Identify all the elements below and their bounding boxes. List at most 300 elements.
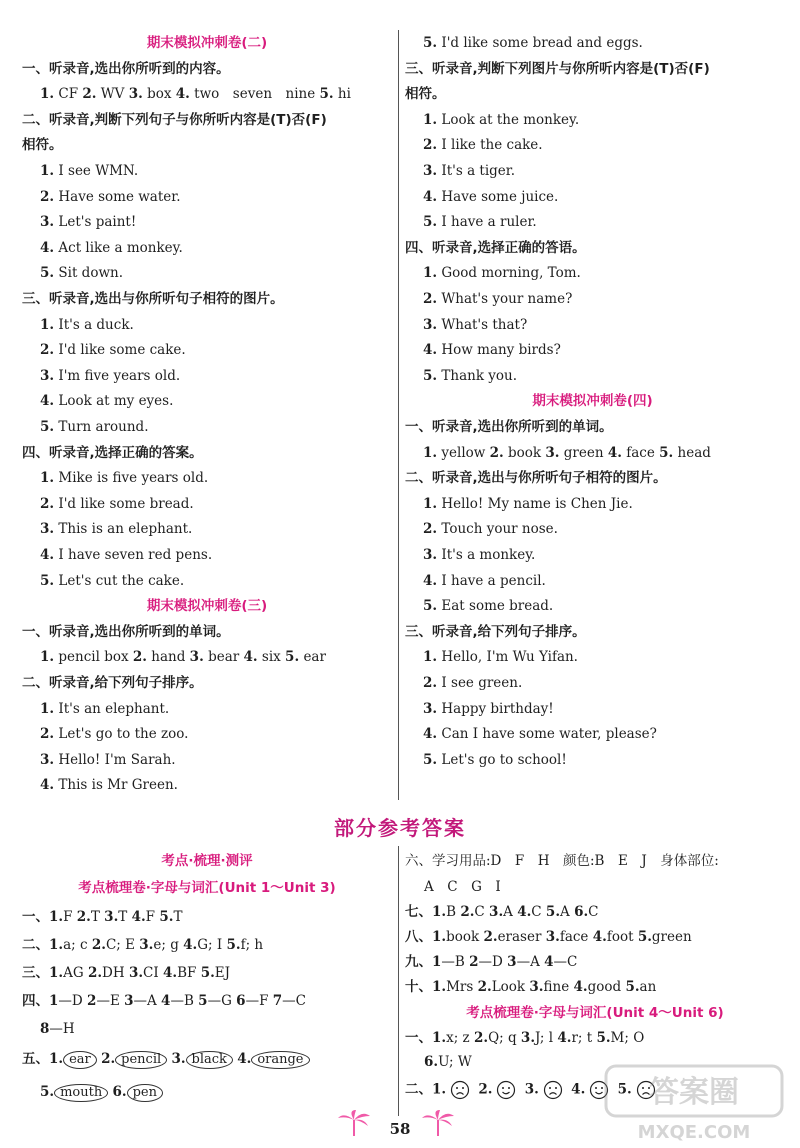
item-number: 4. bbox=[40, 547, 55, 563]
answer-prefix: 七、 bbox=[405, 904, 432, 920]
text-line bbox=[22, 136, 63, 154]
item-number: 5. bbox=[226, 937, 241, 953]
item-answer: F bbox=[145, 909, 156, 925]
item-number: 3. bbox=[520, 1030, 536, 1046]
item-number: 3. bbox=[189, 649, 204, 666]
item-text: Eat some bread. bbox=[441, 598, 554, 615]
item-text: Thank you. bbox=[441, 367, 518, 384]
item-answer: yellow bbox=[441, 444, 486, 461]
item-number: 2. bbox=[423, 137, 438, 154]
item-number: 5. bbox=[625, 979, 640, 995]
text-line bbox=[423, 648, 578, 666]
text-line bbox=[40, 239, 183, 257]
item-number: 3. bbox=[489, 904, 504, 920]
item-answer: green bbox=[563, 444, 604, 461]
circled-word: pen bbox=[127, 1084, 163, 1102]
item-answer: Look bbox=[491, 979, 526, 995]
item-number: 5. bbox=[659, 444, 674, 461]
item-number: 1. bbox=[49, 937, 64, 953]
item-number: 4. bbox=[131, 909, 146, 925]
item-number: 4. bbox=[607, 444, 622, 461]
item-number: 4. bbox=[517, 904, 532, 920]
item-number: 5. bbox=[423, 35, 438, 51]
item-number: 1. bbox=[432, 1030, 447, 1046]
item-answer: —D bbox=[478, 954, 503, 970]
answer-row bbox=[40, 1020, 75, 1038]
item-answer: C bbox=[474, 904, 485, 920]
text-line bbox=[405, 392, 780, 410]
item-answer: —G bbox=[207, 993, 232, 1009]
section-heading: 二、听录音,给下列句子排序。 bbox=[22, 675, 203, 691]
item-answer: —A bbox=[516, 954, 540, 970]
item-number: 5. bbox=[596, 1030, 611, 1046]
item-text: Hello! I'm Sarah. bbox=[58, 751, 176, 768]
item-number: 4. bbox=[40, 393, 55, 410]
item-number: 8 bbox=[40, 1021, 50, 1037]
text-line bbox=[40, 213, 136, 231]
circled-word: pencil bbox=[115, 1051, 167, 1069]
exam-title: 考点梳理卷·字母与词汇(Unit 1～Unit 3) bbox=[78, 880, 336, 896]
item-text: I'd like some cake. bbox=[58, 342, 186, 359]
answer-prefix: 三、 bbox=[22, 965, 49, 981]
text-line bbox=[22, 34, 392, 52]
item-number: 5. bbox=[159, 909, 174, 925]
item-answer: face bbox=[559, 929, 589, 945]
item-text: What's your name? bbox=[441, 291, 573, 307]
text-line bbox=[40, 367, 180, 385]
item-text: Touch your nose. bbox=[441, 521, 558, 538]
item-text: Let's go to the zoo. bbox=[58, 726, 189, 743]
text-line bbox=[40, 776, 178, 794]
item-number: 4. bbox=[573, 979, 588, 995]
text-line bbox=[22, 111, 327, 129]
item-number: 3. bbox=[423, 163, 438, 179]
item-number: 7 bbox=[272, 993, 283, 1009]
text-line bbox=[40, 188, 181, 206]
item-answer: foot bbox=[606, 929, 634, 945]
item-text: It's a duck. bbox=[58, 316, 134, 333]
item-number: 1. bbox=[40, 700, 55, 717]
item-number: 3. bbox=[529, 979, 544, 995]
item-number: 3. bbox=[545, 444, 560, 461]
text-line bbox=[423, 316, 527, 334]
sad-face-icon bbox=[450, 1080, 470, 1100]
answer-row bbox=[405, 978, 656, 996]
item-answer: —C bbox=[553, 954, 578, 970]
item-answer: e; g bbox=[153, 937, 179, 953]
text-line bbox=[22, 674, 203, 692]
item-text: I see green. bbox=[441, 675, 523, 691]
item-answer: T bbox=[90, 909, 100, 925]
text-line bbox=[40, 725, 188, 743]
item-text: I'd like some bread and eggs. bbox=[441, 35, 643, 51]
text-line bbox=[423, 367, 517, 385]
section-heading: 四、听录音,选择正确的答语。 bbox=[405, 239, 586, 256]
item-text: Hello! My name is Chen Jie. bbox=[441, 495, 633, 512]
item-number: 3. bbox=[104, 909, 119, 925]
item-number: 1. bbox=[423, 111, 438, 128]
item-number: 3. bbox=[40, 367, 55, 384]
item-number: 2. bbox=[473, 1030, 489, 1046]
sad-face-icon bbox=[543, 1080, 563, 1100]
text-line bbox=[40, 264, 123, 282]
item-answer: ear bbox=[303, 649, 326, 666]
item-number: 2 bbox=[87, 993, 97, 1009]
item-number: 5. bbox=[319, 86, 334, 103]
text-line bbox=[405, 85, 446, 103]
item-number: 6. bbox=[424, 1054, 439, 1070]
item-number: 2. bbox=[76, 909, 91, 925]
exam-title: 考点梳理卷·字母与词汇(Unit 4～Unit 6) bbox=[466, 1005, 724, 1021]
watermark-logo bbox=[600, 1060, 790, 1144]
item-answer: a; c bbox=[63, 937, 88, 953]
item-number: 5. bbox=[617, 1081, 632, 1098]
text-line bbox=[423, 188, 558, 206]
exam-title: 考点·梳理·测评 bbox=[161, 853, 253, 869]
circled-word: mouth bbox=[54, 1084, 108, 1102]
item-answer: —F bbox=[245, 993, 269, 1009]
item-number: 1. bbox=[423, 444, 438, 461]
item-number: 4. bbox=[423, 188, 438, 205]
item-number: 4. bbox=[237, 1051, 252, 1067]
svg-text:答案圈: 答案圈 bbox=[649, 1075, 739, 1110]
item-text: I see WMN. bbox=[58, 163, 139, 179]
item-number: 2. bbox=[40, 342, 55, 359]
answer-row bbox=[22, 936, 263, 954]
item-answer: r; t bbox=[571, 1030, 593, 1046]
item-number: 1. bbox=[432, 929, 447, 945]
item-number: 3. bbox=[171, 1051, 186, 1067]
item-number: 3 bbox=[124, 993, 134, 1009]
item-number: 5. bbox=[285, 649, 300, 666]
item-number: 2. bbox=[477, 979, 492, 995]
item-answer: pencil box bbox=[58, 649, 129, 666]
text-line bbox=[423, 111, 579, 129]
item-text: Happy birthday! bbox=[441, 700, 554, 717]
item-number: 1. bbox=[423, 649, 438, 666]
item-answer: BF bbox=[177, 965, 197, 981]
item-number: 1. bbox=[432, 904, 447, 920]
item-number: 5. bbox=[423, 751, 438, 768]
item-answer: —A bbox=[133, 993, 157, 1009]
item-text: I have a pencil. bbox=[441, 572, 546, 589]
item-number: 1. bbox=[40, 86, 55, 103]
section-heading: 相符。 bbox=[22, 137, 63, 154]
item-number: 1. bbox=[40, 163, 55, 179]
text-line bbox=[40, 316, 134, 334]
section-heading: 一、听录音,选出你所听到的单词。 bbox=[22, 623, 230, 640]
section-heading: 一、听录音,选出你所听到的单词。 bbox=[405, 419, 613, 435]
item-answer: an bbox=[639, 979, 657, 995]
item-answer: eraser bbox=[497, 929, 542, 945]
text-line bbox=[405, 239, 586, 257]
item-number: 4. bbox=[423, 572, 438, 589]
item-number: 3. bbox=[423, 547, 438, 563]
answer-row bbox=[22, 964, 230, 982]
happy-face-icon bbox=[496, 1080, 516, 1100]
text-line bbox=[423, 213, 537, 231]
item-number: 2. bbox=[423, 675, 438, 691]
item-text: What's that? bbox=[441, 316, 528, 333]
item-answer: G; I bbox=[197, 937, 223, 953]
text-line bbox=[423, 674, 522, 692]
item-text: Let's go to school! bbox=[441, 751, 567, 768]
text-line bbox=[22, 444, 203, 462]
item-text: I like the cake. bbox=[441, 137, 543, 154]
item-answer: WV bbox=[100, 86, 125, 103]
item-text: I have seven red pens. bbox=[58, 547, 213, 563]
text-line bbox=[423, 495, 633, 513]
text-line bbox=[423, 136, 543, 154]
text-line bbox=[40, 495, 194, 513]
item-number: 1. bbox=[432, 1081, 447, 1098]
section-heading: 相符。 bbox=[405, 86, 446, 103]
exam-title: 期末模拟冲刺卷(四) bbox=[532, 393, 653, 410]
text-line bbox=[423, 700, 554, 718]
item-text: Good morning, Tom. bbox=[441, 265, 581, 282]
answer-text: A C G I bbox=[424, 879, 501, 895]
text-line bbox=[22, 623, 230, 641]
answer-row bbox=[40, 1083, 163, 1102]
item-number: 1. bbox=[40, 649, 55, 666]
item-text: This is an elephant. bbox=[58, 521, 193, 538]
item-number: 3. bbox=[40, 521, 55, 538]
answer-prefix: 二、 bbox=[405, 1081, 432, 1098]
item-answer: two seven nine bbox=[194, 86, 316, 103]
text-line bbox=[40, 162, 138, 180]
svg-text:MXQE.COM: MXQE.COM bbox=[637, 1122, 751, 1143]
item-number: 4. bbox=[163, 965, 178, 981]
item-answer: face bbox=[626, 444, 655, 461]
item-number: 3. bbox=[128, 965, 144, 981]
item-number: 5. bbox=[423, 367, 438, 384]
item-number: 1. bbox=[40, 470, 55, 487]
item-number: 2. bbox=[101, 1051, 116, 1067]
answer-text: 六、学习用品:D F H 颜色:B E J 身体部位: bbox=[405, 853, 719, 869]
item-answer: —B bbox=[441, 954, 465, 970]
item-text: Look at my eyes. bbox=[58, 393, 174, 410]
item-answer: —H bbox=[49, 1021, 75, 1037]
item-number: 2. bbox=[87, 965, 103, 981]
item-number: 5. bbox=[40, 265, 55, 282]
item-text: Look at the monkey. bbox=[441, 111, 580, 128]
item-number: 1. bbox=[49, 909, 64, 925]
item-number: 1. bbox=[40, 316, 55, 333]
circled-word: black bbox=[186, 1051, 233, 1069]
answer-row bbox=[405, 928, 692, 946]
item-answer: x; z bbox=[446, 1030, 470, 1046]
item-number: 2 bbox=[469, 954, 479, 970]
item-answer: AG bbox=[63, 965, 84, 981]
page-number: 58 bbox=[389, 1120, 411, 1138]
circled-word: orange bbox=[251, 1051, 309, 1069]
item-answer: fine bbox=[543, 979, 570, 995]
section-banner: 部分参考答案 bbox=[334, 816, 466, 840]
item-answer: bear bbox=[208, 649, 240, 666]
item-number: 2. bbox=[460, 904, 475, 920]
exam-title: 期末模拟冲刺卷(二) bbox=[146, 35, 268, 51]
item-number: 4. bbox=[592, 929, 607, 945]
item-number: 2. bbox=[478, 1081, 493, 1098]
answer-row bbox=[22, 908, 182, 926]
section-heading: 一、听录音,选出你所听到的内容。 bbox=[22, 60, 230, 77]
item-number: 2. bbox=[82, 86, 97, 103]
item-number: 5 bbox=[198, 993, 208, 1009]
text-line bbox=[40, 546, 212, 564]
answer-prefix: 五、 bbox=[22, 1051, 49, 1067]
text-line bbox=[423, 290, 572, 308]
item-text: Mike is five years old. bbox=[58, 470, 209, 487]
text-line bbox=[423, 520, 558, 538]
item-text: Can I have some water, please? bbox=[441, 726, 657, 743]
text-line bbox=[40, 751, 176, 769]
item-number: 5. bbox=[637, 929, 652, 945]
item-number: 5. bbox=[545, 904, 561, 920]
item-answer: C; E bbox=[105, 937, 135, 953]
item-text: Have some juice. bbox=[441, 188, 559, 205]
item-number: 4. bbox=[557, 1030, 572, 1046]
item-number: 5. bbox=[40, 572, 55, 589]
item-text: Sit down. bbox=[58, 265, 123, 282]
item-number: 6 bbox=[236, 993, 246, 1009]
item-number: 3. bbox=[128, 86, 143, 103]
text-line bbox=[22, 597, 392, 615]
section-heading: 三、听录音,判断下列图片与你所听内容是(T)否(F) bbox=[405, 60, 710, 77]
text-line bbox=[405, 60, 710, 78]
item-text: Act like a monkey. bbox=[58, 239, 183, 256]
section-heading: 三、听录音,选出与你所听句子相符的图片。 bbox=[22, 291, 284, 307]
item-number: 2. bbox=[132, 649, 147, 666]
item-answer: hand bbox=[151, 649, 186, 666]
section-heading: 三、听录音,给下列句子排序。 bbox=[405, 623, 586, 640]
text-line bbox=[405, 469, 667, 487]
text-line bbox=[22, 290, 284, 308]
item-number: 5. bbox=[423, 598, 438, 615]
item-number: 2. bbox=[483, 929, 498, 945]
item-text: This is Mr Green. bbox=[58, 777, 178, 794]
section-heading: 二、听录音,判断下列句子与你所听内容是(T)否(F) bbox=[22, 111, 327, 128]
text-line bbox=[423, 264, 581, 282]
text-line bbox=[40, 85, 351, 103]
answer-prefix: 八、 bbox=[405, 929, 432, 945]
item-number: 5. bbox=[423, 214, 438, 231]
item-number: 4. bbox=[571, 1081, 586, 1098]
item-answer: good bbox=[587, 979, 622, 995]
item-number: 3. bbox=[40, 214, 55, 231]
text-line bbox=[423, 546, 535, 564]
item-answer: box bbox=[147, 86, 172, 103]
item-text: It's a tiger. bbox=[441, 163, 516, 179]
item-text: It's an elephant. bbox=[58, 700, 170, 717]
text-line bbox=[40, 392, 173, 410]
item-number: 3 bbox=[507, 954, 517, 970]
text-line bbox=[40, 418, 148, 436]
text-line bbox=[423, 444, 711, 462]
answer-prefix: 十、 bbox=[405, 979, 432, 995]
item-text: Turn around. bbox=[58, 419, 149, 435]
text-line bbox=[40, 341, 186, 359]
answer-row bbox=[22, 992, 306, 1010]
item-text: I'd like some bread. bbox=[58, 495, 194, 512]
item-number: 4. bbox=[40, 239, 55, 256]
item-text: I'm five years old. bbox=[58, 367, 181, 384]
item-answer: C bbox=[531, 904, 542, 920]
item-number: 5. bbox=[200, 965, 215, 981]
item-number: 6. bbox=[112, 1084, 127, 1100]
item-text: Have some water. bbox=[58, 188, 181, 205]
item-number: 1. bbox=[49, 1051, 64, 1067]
answer-prefix: 九、 bbox=[405, 954, 432, 970]
text-line bbox=[423, 751, 567, 769]
item-answer: —E bbox=[96, 993, 120, 1009]
item-answer: A bbox=[560, 904, 570, 920]
item-number: 6. bbox=[574, 904, 589, 920]
item-answer: F bbox=[63, 909, 73, 925]
item-answer: Q; q bbox=[488, 1030, 517, 1046]
item-answer: book bbox=[446, 929, 480, 945]
item-answer: EJ bbox=[214, 965, 231, 981]
item-number: 4. bbox=[175, 86, 190, 103]
item-answer: Mrs bbox=[446, 979, 474, 995]
text-line bbox=[405, 623, 586, 641]
text-line bbox=[40, 572, 184, 590]
answer-row bbox=[405, 1029, 644, 1047]
item-answer: B bbox=[446, 904, 457, 920]
item-number: 2. bbox=[489, 444, 504, 461]
item-answer: T bbox=[118, 909, 128, 925]
item-number: 4. bbox=[243, 649, 258, 666]
answer-prefix: 四、 bbox=[22, 993, 49, 1009]
item-number: 4 bbox=[161, 993, 171, 1009]
item-answer: green bbox=[651, 929, 692, 945]
text-line bbox=[423, 597, 553, 615]
item-text: Let's cut the cake. bbox=[58, 572, 185, 589]
answers-column-divider bbox=[398, 846, 399, 1116]
item-answer: six bbox=[261, 649, 281, 666]
item-number: 2. bbox=[423, 291, 438, 307]
item-text: It's a monkey. bbox=[441, 547, 536, 563]
item-number: 4. bbox=[40, 777, 55, 794]
answer-prefix: 二、 bbox=[22, 937, 49, 953]
answer-row bbox=[22, 1050, 310, 1069]
item-number: 1 bbox=[432, 954, 442, 970]
answer-row bbox=[405, 953, 577, 971]
item-number: 3. bbox=[423, 316, 438, 333]
item-answer: CF bbox=[58, 86, 79, 103]
answer-row bbox=[405, 903, 599, 921]
item-number: 1 bbox=[49, 993, 59, 1009]
answer-prefix: 一、 bbox=[405, 1030, 432, 1046]
item-number: 1. bbox=[423, 495, 438, 512]
item-number: 4. bbox=[183, 937, 198, 953]
section-heading: 二、听录音,选出与你所听句子相符的图片。 bbox=[405, 470, 667, 487]
item-number: 4. bbox=[423, 726, 438, 743]
item-text: Hello, I'm Wu Yifan. bbox=[441, 649, 578, 666]
exam-title: 期末模拟冲刺卷(三) bbox=[146, 598, 268, 615]
text-line bbox=[423, 341, 561, 359]
item-number: 2. bbox=[423, 521, 438, 538]
item-answer: hi bbox=[337, 86, 351, 103]
text-line bbox=[40, 520, 192, 538]
text-line bbox=[423, 725, 657, 743]
text-line bbox=[40, 648, 326, 666]
item-answer: U; W bbox=[438, 1054, 472, 1070]
item-number: 3. bbox=[423, 700, 438, 717]
item-number: 3. bbox=[139, 937, 154, 953]
text-line bbox=[423, 572, 546, 590]
item-number: 3. bbox=[524, 1081, 539, 1098]
item-number: 1. bbox=[432, 979, 447, 995]
